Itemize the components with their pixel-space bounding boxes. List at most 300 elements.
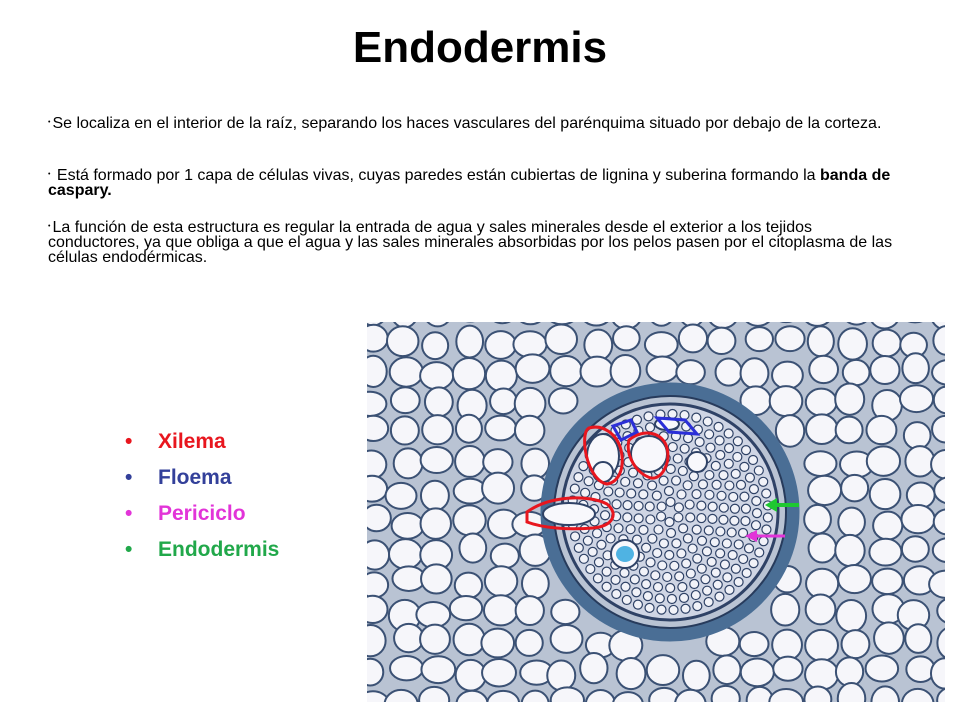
- stele-cell: [602, 582, 611, 591]
- cortex-cell: [712, 686, 740, 702]
- stele-cell: [645, 603, 654, 612]
- cortex-cell: [390, 656, 423, 680]
- stele-cell: [652, 491, 661, 500]
- stele-cell: [677, 490, 686, 499]
- stele-cell: [646, 423, 655, 432]
- stele-cell: [733, 437, 742, 446]
- cortex-cell: [491, 544, 519, 568]
- stele-cell: [583, 536, 592, 545]
- paragraph-text: La función de esta estructura es regular la entrada de agua y sales minerales desde el exterior a los tejidos conductores, ya que obliga a que el agua y las sales minerales absorbidas por los pelos pasen por el citoplasma de las células endodérmicas.: [48, 219, 893, 266]
- stele-cell: [670, 561, 679, 570]
- stele-cell: [672, 476, 681, 485]
- cortex-cell: [547, 660, 575, 690]
- stele-cell: [689, 472, 698, 481]
- cortex-cell: [904, 422, 931, 449]
- cortex-cell: [367, 540, 389, 569]
- stele-cell: [704, 526, 713, 535]
- cortex-cell: [809, 534, 837, 563]
- stele-cell: [626, 525, 635, 534]
- cortex-cell: [367, 356, 387, 387]
- cortex-cell: [420, 362, 453, 389]
- stele-cell: [674, 513, 683, 522]
- stele-cell: [683, 534, 692, 543]
- legend-label: Floema: [158, 466, 232, 489]
- cortex-cell: [907, 482, 935, 507]
- stele-cell: [716, 450, 725, 459]
- stele-cell: [680, 411, 689, 420]
- cortex-cell: [394, 448, 423, 478]
- legend-label: Endodermis: [158, 538, 280, 561]
- cortex-cell: [367, 659, 383, 686]
- cortex-cell: [422, 332, 448, 359]
- cortex-cell: [453, 505, 485, 535]
- cortex-cell: [873, 512, 902, 540]
- cortex-cell: [522, 569, 549, 599]
- cortex-cell: [870, 479, 901, 509]
- cortex-cell: [584, 330, 612, 361]
- cortex-cell: [808, 326, 834, 356]
- stele-cell: [712, 480, 721, 489]
- cortex-cell: [367, 476, 387, 502]
- stele-cell: [715, 592, 724, 601]
- stele-cell: [691, 591, 700, 600]
- stele-cell: [581, 488, 590, 497]
- legend-item-endodermis: [125, 538, 279, 574]
- cortex-cell: [390, 357, 423, 386]
- stele-cell: [673, 454, 682, 463]
- stele-cell: [657, 605, 666, 614]
- cortex-cell: [771, 594, 799, 626]
- paragraph-text: Está formado por 1 capa de células vivas, cuyas paredes están cubiertas de lignina y suberina formando la: [52, 167, 820, 184]
- cortex-cell: [521, 449, 549, 479]
- stele-cell: [751, 521, 760, 530]
- stele-cell: [724, 459, 733, 468]
- cortex-cell: [838, 328, 867, 359]
- stele-cell: [720, 560, 729, 569]
- cortex-cell: [804, 505, 831, 534]
- cortex-cell: [617, 658, 646, 689]
- stele-cell: [632, 588, 641, 597]
- cortex-cell: [804, 687, 831, 702]
- stele-cell: [755, 548, 764, 557]
- stele-cell: [614, 524, 623, 533]
- cortex-cell: [450, 596, 482, 620]
- tissue-legend: [125, 430, 279, 574]
- stele-cell: [667, 528, 676, 537]
- stele-cell: [602, 567, 611, 576]
- stele-cell: [680, 444, 689, 453]
- cortex-cell: [367, 596, 388, 623]
- cortex-cell: [842, 630, 870, 658]
- stele-cell: [574, 473, 583, 482]
- cortex-cell: [580, 357, 613, 387]
- stele-cell: [724, 429, 733, 438]
- stele-cell: [710, 538, 719, 547]
- stele-cell: [697, 564, 706, 573]
- root-cross-section-image: [367, 322, 945, 702]
- stele-cell: [693, 602, 702, 611]
- cortex-cell: [835, 535, 864, 566]
- stele-cell: [701, 575, 710, 584]
- stele-cell: [597, 540, 606, 549]
- stele-cell: [742, 569, 751, 578]
- cortex-cell: [490, 388, 517, 414]
- cortex-cell: [391, 416, 419, 444]
- cortex-cell: [394, 624, 423, 652]
- stele-cell: [633, 479, 642, 488]
- stele-cell: [674, 503, 683, 512]
- stele-cell: [759, 477, 768, 486]
- stele-cell: [588, 547, 597, 556]
- cortex-cell: [679, 324, 707, 352]
- cortex-cell: [808, 476, 841, 505]
- stele-cell: [593, 574, 602, 583]
- stained-cell: [616, 546, 634, 562]
- legend-item-periciclo: [125, 502, 279, 538]
- cortex-cell: [516, 354, 550, 382]
- cortex-cell: [422, 415, 453, 444]
- stele-cell: [713, 580, 722, 589]
- stele-cell: [703, 586, 712, 595]
- stele-cell: [663, 572, 672, 581]
- cortex-cell: [392, 513, 424, 539]
- cortex-cell: [421, 481, 449, 511]
- stele-cell: [734, 577, 743, 586]
- stele-cell: [705, 471, 714, 480]
- cortex-cell: [683, 661, 710, 691]
- stele-cell: [679, 524, 688, 533]
- stele-cell: [615, 488, 624, 497]
- stele-cell: [653, 583, 662, 592]
- stele-cell: [648, 481, 657, 490]
- cortex-cell: [454, 624, 485, 656]
- stele-cell: [692, 490, 701, 499]
- stele-cell: [584, 477, 593, 486]
- bullet-icon: •: [125, 538, 133, 561]
- stele-cell: [678, 466, 687, 475]
- cortex-cell: [550, 356, 582, 386]
- stele-cell: [620, 568, 629, 577]
- cortex-cell: [900, 385, 933, 412]
- stele-cell: [736, 480, 745, 489]
- stele-cell: [593, 529, 602, 538]
- stele-cell: [716, 527, 725, 536]
- stele-cell: [719, 503, 728, 512]
- page-title: Endodermis: [352, 23, 608, 72]
- cortex-cell: [772, 362, 803, 389]
- stele-cell: [716, 549, 725, 558]
- stele-cell: [601, 511, 610, 520]
- stele-cell: [717, 491, 726, 500]
- stele-cell: [708, 514, 717, 523]
- cortex-cell: [389, 539, 422, 569]
- bullet-icon: •: [48, 119, 51, 126]
- cortex-cell: [806, 389, 837, 416]
- stele-cell: [664, 487, 673, 496]
- cortex-cell: [513, 331, 546, 357]
- stele-cell: [634, 514, 643, 523]
- cortex-cell: [485, 416, 516, 441]
- stele-cell: [762, 489, 771, 498]
- cortex-cell: [453, 358, 485, 389]
- cortex-cell: [708, 328, 736, 354]
- cortex-cell: [741, 358, 769, 388]
- stele-cell: [686, 569, 695, 578]
- cortex-cell: [613, 326, 640, 350]
- stele-cell: [621, 582, 630, 591]
- stele-cell: [668, 443, 677, 452]
- stele-cell: [708, 502, 717, 511]
- cortex-cell: [838, 508, 865, 537]
- cortex-cell: [367, 450, 386, 478]
- cortex-cell: [580, 653, 607, 683]
- stele-cell: [742, 446, 751, 455]
- cortex-cell: [611, 355, 641, 387]
- stele-cell: [642, 543, 651, 552]
- paragraph-text: Se localiza en el interior de la raíz, separando los haces vasculares del parénquima situado por debajo de la corteza.: [52, 115, 882, 132]
- cortex-cell: [456, 326, 483, 358]
- stele-cell: [665, 517, 674, 526]
- cortex-cell: [647, 357, 678, 382]
- stele-cell: [623, 513, 632, 522]
- legend-label: Xilema: [158, 430, 226, 453]
- stele-cell: [639, 567, 648, 576]
- stele-cell: [749, 455, 758, 464]
- stele-cell: [579, 554, 588, 563]
- cortex-cell: [713, 655, 740, 684]
- stele-cell: [752, 496, 761, 505]
- cortex-cell: [482, 473, 514, 504]
- stele-cell: [711, 568, 720, 577]
- cortex-cell: [516, 630, 543, 656]
- cortex-cell: [869, 539, 901, 566]
- stele-cell: [698, 480, 707, 489]
- cortex-cell: [905, 446, 934, 476]
- cortex-cell: [367, 325, 388, 352]
- paragraph-location: [48, 115, 908, 131]
- cortex-cell: [836, 600, 866, 632]
- stele-cell: [763, 513, 772, 522]
- cortex-cell: [902, 353, 928, 383]
- bullet-icon: •: [48, 223, 51, 230]
- stele-cell: [705, 430, 714, 439]
- stele-cell: [667, 594, 676, 603]
- stele-cell: [680, 593, 689, 602]
- cortex-cell: [551, 600, 579, 624]
- cortex-cell: [770, 386, 803, 416]
- stele-cell: [642, 580, 651, 589]
- stele-cell: [612, 589, 621, 598]
- stele-cell: [740, 492, 749, 501]
- cortex-cell: [455, 446, 485, 477]
- cortex-cell: [836, 657, 863, 686]
- cortex-cell: [836, 417, 863, 444]
- cortex-cell: [746, 327, 773, 351]
- stele-cell: [688, 544, 697, 553]
- stele-cell: [570, 484, 579, 493]
- cortex-cell: [874, 622, 904, 653]
- cortex-cell: [806, 414, 837, 444]
- stele-cell: [655, 594, 664, 603]
- stele-cell: [702, 547, 711, 556]
- cortex-cell: [421, 447, 453, 473]
- stele-cell: [612, 500, 621, 509]
- stele-cell: [741, 516, 750, 525]
- cortex-cell: [367, 572, 388, 597]
- stele-cell: [657, 502, 666, 511]
- stele-cell: [639, 490, 648, 499]
- stele-cell: [654, 525, 663, 534]
- stele-cell: [611, 575, 620, 584]
- stele-cell: [740, 462, 749, 471]
- stele-cell: [623, 501, 632, 510]
- stele-cell: [725, 481, 734, 490]
- cortex-cell: [873, 330, 901, 357]
- cortex-cell: [482, 659, 516, 686]
- cortex-cell: [545, 324, 577, 354]
- stele-cell: [692, 525, 701, 534]
- stele-cell: [681, 604, 690, 613]
- stele-cell: [728, 551, 737, 560]
- bullet-icon: •: [125, 430, 133, 453]
- stele-cell: [646, 515, 655, 524]
- cortex-cell: [872, 569, 903, 594]
- stele-cell: [739, 555, 748, 564]
- stele-cell: [730, 504, 739, 513]
- cortex-cell: [485, 331, 516, 359]
- stele-cell: [745, 473, 754, 482]
- stele-cell: [683, 481, 692, 490]
- stele-cell: [697, 501, 706, 510]
- stele-cell: [707, 557, 716, 566]
- bullet-icon: •: [125, 466, 133, 489]
- cortex-cell: [806, 595, 836, 625]
- legend-item-floema: [125, 466, 279, 502]
- stele-cell: [693, 554, 702, 563]
- stele-cell: [658, 561, 667, 570]
- stele-cell: [669, 605, 678, 614]
- cortex-cell: [515, 416, 544, 445]
- stele-cell: [690, 580, 699, 589]
- stele-cell: [729, 492, 738, 501]
- stele-cell: [604, 487, 613, 496]
- stele-cell: [677, 549, 686, 558]
- stele-cell: [714, 422, 723, 431]
- stele-cell: [698, 536, 707, 545]
- stele-cell: [594, 558, 603, 567]
- cortex-cell: [486, 361, 517, 392]
- stele-cell: [754, 466, 763, 475]
- stele-cell: [648, 534, 657, 543]
- stele-cell: [685, 500, 694, 509]
- stele-cell: [606, 534, 615, 543]
- stele-cell: [733, 452, 742, 461]
- legend-label: Periciclo: [158, 502, 246, 525]
- stele-cell: [745, 544, 754, 553]
- stele-cell: [731, 469, 740, 478]
- stele-cell: [703, 417, 712, 426]
- cortex-cell: [549, 388, 578, 413]
- cortex-cell: [481, 629, 514, 658]
- xylem-vessel: [543, 503, 595, 525]
- cortex-cell: [391, 387, 420, 413]
- cortex-cell: [866, 416, 896, 444]
- cortex-cell: [870, 356, 899, 384]
- cortex-cell: [835, 383, 864, 414]
- stele-cell: [719, 471, 728, 480]
- xylem-vessel: [687, 452, 707, 472]
- vascular-cylinder: [543, 389, 793, 635]
- cortex-cell: [772, 630, 802, 661]
- stele-cell: [749, 559, 758, 568]
- stele-cell: [645, 502, 654, 511]
- stele-cell: [666, 498, 675, 507]
- cortex-cell: [484, 595, 518, 625]
- bullet-icon: •: [125, 502, 133, 525]
- cortex-cell: [809, 356, 838, 383]
- stele-cell: [741, 504, 750, 513]
- stele-cell: [571, 532, 580, 541]
- stele-cell: [719, 515, 728, 524]
- stele-cell: [695, 438, 704, 447]
- cortex-cell: [773, 657, 802, 681]
- stele-cell: [672, 539, 681, 548]
- cortex-cell: [456, 415, 482, 443]
- paragraph-structure: [48, 167, 908, 198]
- stele-cell: [705, 490, 714, 499]
- stele-cell: [704, 598, 713, 607]
- cortex-cell: [838, 565, 871, 593]
- bullet-icon: •: [48, 171, 51, 178]
- legend-item-xilema: [125, 430, 279, 466]
- stele-cell: [653, 549, 662, 558]
- stele-cell: [692, 413, 701, 422]
- stele-cell: [639, 525, 648, 534]
- stele-cell: [633, 600, 642, 609]
- stele-cell: [665, 550, 674, 559]
- cortex-cell: [483, 449, 512, 475]
- stele-cell: [659, 476, 668, 485]
- cortex-cell: [676, 360, 705, 384]
- stele-cell: [725, 585, 734, 594]
- cortex-cell: [741, 659, 774, 687]
- cortex-cell: [455, 573, 482, 598]
- stele-cell: [643, 592, 652, 601]
- cortex-cell: [902, 536, 929, 561]
- stele-cell: [722, 539, 731, 548]
- stele-cell: [659, 539, 668, 548]
- stele-cell: [621, 477, 630, 486]
- stele-cell: [762, 525, 771, 534]
- cortex-cell: [804, 451, 836, 476]
- cortex-cell: [367, 416, 388, 441]
- cortex-cell: [905, 624, 931, 653]
- stele-cell: [686, 513, 695, 522]
- stele-cell: [759, 537, 768, 546]
- cortex-cell: [805, 659, 838, 689]
- stele-cell: [752, 509, 761, 518]
- stele-cell: [730, 516, 739, 525]
- stele-cell: [666, 583, 675, 592]
- stele-cell: [697, 514, 706, 523]
- cortex-cell: [421, 508, 451, 539]
- stele-cell: [579, 462, 588, 471]
- stele-cell: [586, 565, 595, 574]
- cortex-cell: [867, 446, 900, 476]
- stele-cell: [727, 528, 736, 537]
- stele-cell: [706, 443, 715, 452]
- cortex-cell: [775, 326, 804, 351]
